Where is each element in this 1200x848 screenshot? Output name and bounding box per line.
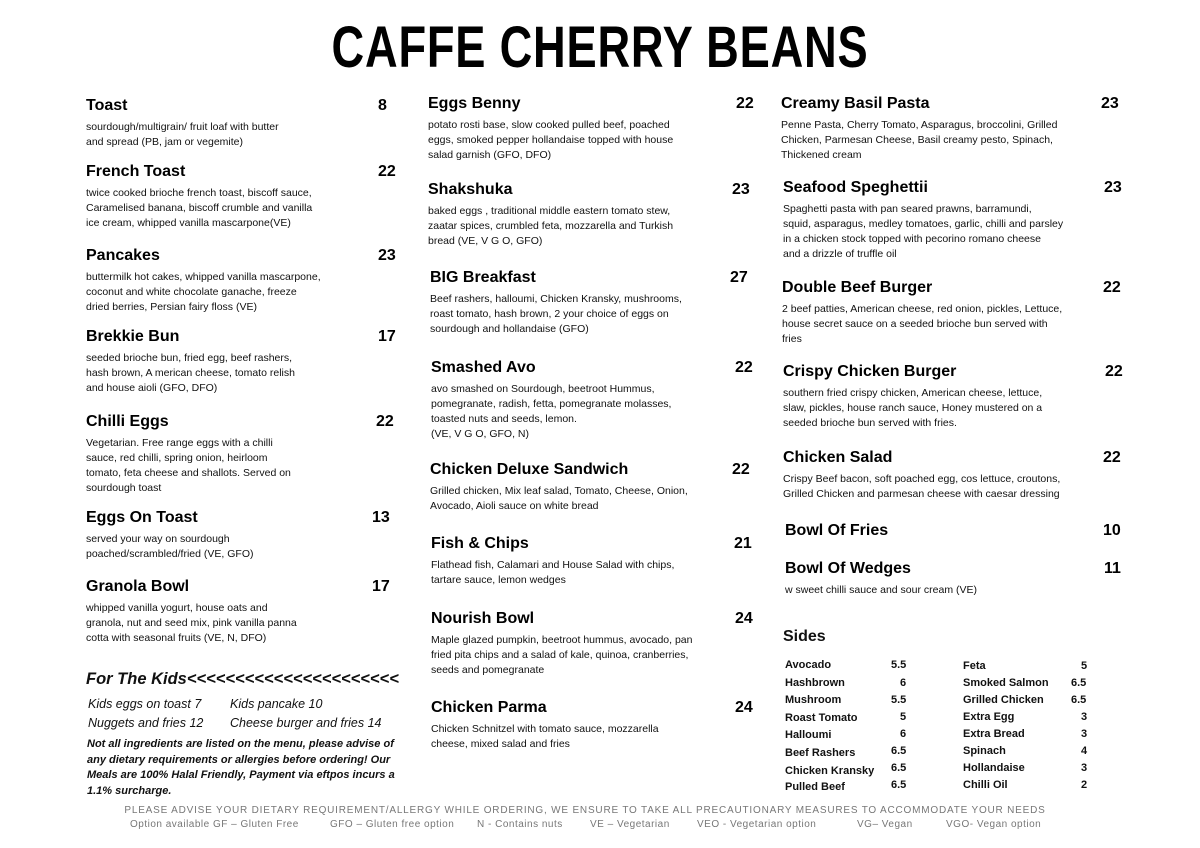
- menu-item: [431, 610, 761, 678]
- item-description: Penne Pasta, Cherry Tomato, Asparagus, broccolini, Grilled Chicken, Parmesan Cheese, Basil creamy pesto, Spinach, Thickened cream: [781, 119, 1058, 161]
- kids-item: Kids eggs on toast 7: [88, 697, 202, 711]
- side-item: Grilled Chicken: [963, 694, 1044, 706]
- side-item: Extra Egg: [963, 711, 1015, 723]
- item-description: Flathead fish, Calamari and House Salad with chips, tartare sauce, lemon wedges: [431, 559, 675, 586]
- item-price: 22: [1103, 449, 1121, 466]
- item-name: Double Beef Burger: [782, 279, 933, 296]
- item-name: Eggs On Toast: [86, 509, 198, 526]
- item-name: Chicken Salad: [783, 449, 893, 466]
- side-price: 6: [900, 728, 907, 740]
- side-item: Mushroom: [785, 694, 842, 706]
- menu-item: [86, 247, 396, 315]
- item-price: 11: [1104, 560, 1121, 577]
- sides-title: Sides: [783, 628, 826, 645]
- menu-item: [430, 269, 760, 337]
- side-price: 6.5: [1071, 694, 1087, 706]
- menu-item: [783, 179, 1128, 262]
- footer-advise: PLEASE ADVISE YOUR DIETARY REQUIREMENT/ALLERGY WHILE ORDERING, WE ENSURE TO TAKE ALL PRECAUTIONARY MEASURES TO ACCOMMODATE YOUR NEEDS: [124, 805, 1046, 816]
- side-price: 5.5: [891, 659, 907, 671]
- item-name: Pancakes: [86, 247, 160, 264]
- side-item: Feta: [963, 660, 986, 672]
- item-description: Crispy Beef bacon, soft poached egg, cos lettuce, croutons, Grilled Chicken and parmesan cheese with caesar dressing: [783, 473, 1061, 500]
- side-item: Spinach: [963, 745, 1006, 757]
- item-description: Beef rashers, halloumi, Chicken Kransky, mushrooms, roast tomato, hash brown, 2 your choice of eggs on sourdough and hollandaise (GFO): [430, 293, 682, 335]
- item-description: buttermilk hot cakes, whipped vanilla mascarpone, coconut and white chocolate ganache, freeze dried berries, Persian fairy floss (VE): [86, 271, 321, 313]
- item-description: whipped vanilla yogurt, house oats and granola, nut and seed mix, pink vanilla panna cotta with seasonal fruits (VE, N, DFO): [86, 602, 297, 644]
- menu-item: [782, 279, 1127, 347]
- item-name: Nourish Bowl: [431, 610, 535, 627]
- side-price: 6: [900, 677, 907, 689]
- menu-item: [783, 449, 1128, 502]
- item-description: seeded brioche bun, fried egg, beef rashers, hash brown, A merican cheese, tomato relish and house aioli (GFO, DFO): [86, 352, 295, 394]
- item-price: 17: [372, 578, 390, 595]
- item-description: w sweet chilli sauce and sour cream (VE): [785, 584, 977, 596]
- side-price: 5.5: [891, 694, 907, 706]
- menu-item: [783, 363, 1128, 431]
- menu-item: [86, 97, 396, 150]
- menu-item: [86, 413, 396, 496]
- menu-item: [86, 509, 396, 562]
- kids-item: Cheese burger and fries 14: [230, 716, 382, 730]
- item-description: Vegetarian. Free range eggs with a chilli sauce, red chilli, spring onion, heirloom tomato, feta cheese and shallots. Served on sourdough toast: [86, 437, 291, 494]
- side-price: 6.5: [1071, 677, 1087, 689]
- item-price: 23: [1104, 179, 1122, 196]
- item-description: baked eggs , traditional middle eastern tomato stew, zaatar spices, crumbled feta, mozzarella and Turkish bread (VE, V G O, GFO): [428, 205, 674, 247]
- side-price: 6.5: [891, 762, 907, 774]
- allergy-note: Not all ingredients are listed on the menu, please advise of any dietary requirements or allergies before ordering! Our Meals are 100% Halal Friendly, Payment via eftpos incurs a 1.1% surcharge.: [87, 738, 395, 797]
- side-price: 3: [1081, 762, 1088, 774]
- side-price: 5: [900, 711, 907, 723]
- item-price: 17: [378, 328, 396, 345]
- item-name: Smashed Avo: [431, 359, 536, 376]
- item-description: sourdough/multigrain/ fruit loaf with butter and spread (PB, jam or vegemite): [86, 121, 279, 148]
- menu-item: [86, 578, 396, 646]
- item-price: 24: [735, 699, 753, 716]
- item-price: 10: [1103, 522, 1121, 539]
- menu-item: [431, 699, 761, 752]
- legend-item: VG– Vegan: [857, 819, 913, 830]
- side-item: Avocado: [785, 659, 832, 671]
- side-item: Hashbrown: [785, 677, 845, 689]
- menu-item: [785, 560, 1130, 598]
- item-price: 8: [378, 97, 387, 114]
- item-price: 22: [376, 413, 394, 430]
- side-price: 6.5: [891, 745, 907, 757]
- menu-item: [431, 359, 761, 442]
- side-item: Hollandaise: [963, 762, 1025, 774]
- item-description: avo smashed on Sourdough, beetroot Hummus, pomegranate, radish, fetta, pomegranate molasses, toasted nuts and seeds, lemon. (VE, V G O, GFO, N): [431, 383, 672, 440]
- side-item: Beef Rashers: [785, 747, 856, 759]
- menu-item: [431, 535, 761, 588]
- side-item: Extra Bread: [963, 728, 1025, 740]
- item-description: southern fried crispy chicken, American cheese, lettuce, slaw, pickles, house ranch sauce, Honey mustered on a seeded brioche bun served with fries.: [783, 387, 1043, 429]
- item-name: Seafood Speghettii: [783, 179, 928, 196]
- item-name: Brekkie Bun: [86, 328, 180, 345]
- item-price: 24: [735, 610, 753, 627]
- menu-item: [781, 95, 1126, 163]
- item-price: 22: [378, 163, 396, 180]
- side-item: Pulled Beef: [785, 781, 845, 793]
- side-price: 5: [1081, 660, 1088, 672]
- item-price: 22: [1105, 363, 1123, 380]
- item-description: served your way on sourdough poached/scrambled/fried (VE, GFO): [86, 533, 254, 560]
- item-name: Crispy Chicken Burger: [783, 363, 957, 380]
- item-name: Creamy Basil Pasta: [781, 95, 930, 112]
- menu-item: [785, 522, 1130, 540]
- item-description: Chicken Schnitzel with tomato sauce, mozzarella cheese, mixed salad and fries: [431, 723, 659, 750]
- side-item: Smoked Salmon: [963, 677, 1049, 689]
- side-price: 3: [1081, 711, 1088, 723]
- kids-title: For The Kids<<<<<<<<<<<<<<<<<<<<<<: [86, 670, 399, 688]
- item-price: 22: [736, 95, 754, 112]
- side-price: 3: [1081, 728, 1088, 740]
- item-price: 22: [1103, 279, 1121, 296]
- item-name: Chicken Parma: [431, 699, 547, 716]
- menu-item: [430, 461, 760, 514]
- item-name: Bowl Of Wedges: [785, 560, 911, 577]
- item-description: twice cooked brioche french toast, biscoff sauce, Caramelised banana, biscoff crumble and vanilla ice cream, whipped vanilla mascarpone(VE): [86, 187, 313, 229]
- item-price: 21: [734, 535, 752, 552]
- legend-item: N - Contains nuts: [477, 819, 563, 830]
- menu-item: [86, 328, 396, 396]
- item-name: Fish & Chips: [431, 535, 529, 552]
- side-price: 6.5: [891, 779, 907, 791]
- item-name: Shakshuka: [428, 181, 513, 198]
- kids-item: Nuggets and fries 12: [88, 716, 204, 730]
- item-description: Grilled chicken, Mix leaf salad, Tomato, Cheese, Onion, Avocado, Aioli sauce on white bread: [430, 485, 688, 512]
- item-price: 27: [730, 269, 748, 286]
- item-name: Eggs Benny: [428, 95, 521, 112]
- legend-item: VEO - Vegetarian option: [697, 819, 817, 830]
- item-name: Chilli Eggs: [86, 413, 169, 430]
- side-item: Chilli Oil: [963, 779, 1008, 791]
- item-name: Granola Bowl: [86, 578, 190, 595]
- item-price: 23: [732, 181, 750, 198]
- item-name: French Toast: [86, 163, 186, 180]
- item-description: 2 beef patties, American cheese, red onion, pickles, Lettuce, house secret sauce on a seeded brioche bun served with fries: [782, 303, 1063, 345]
- item-price: 23: [378, 247, 396, 264]
- legend-item: VGO- Vegan option: [946, 819, 1042, 830]
- side-item: Chicken Kransky: [785, 765, 875, 777]
- legend-item: VE – Vegetarian: [590, 819, 670, 830]
- item-price: 13: [372, 509, 390, 526]
- item-price: 22: [732, 461, 750, 478]
- item-name: Toast: [86, 97, 128, 114]
- side-price: 2: [1081, 779, 1088, 791]
- side-price: 4: [1081, 745, 1088, 757]
- item-name: Chicken Deluxe Sandwich: [430, 461, 629, 478]
- item-description: Spaghetti pasta with pan seared prawns, barramundi, squid, asparagus, medley tomatoes, garlic, chilli and parsley in a chicken stock topped with pecorino romano cheese and a drizzle of truffle oil: [783, 203, 1064, 260]
- item-name: Bowl Of Fries: [785, 522, 889, 539]
- legend-item: GFO – Gluten free option: [330, 819, 455, 830]
- side-item: Roast Tomato: [785, 712, 858, 724]
- item-description: Maple glazed pumpkin, beetroot hummus, avocado, pan fried pita chips and a salad of kale, quinoa, cranberries, seeds and pomegranate: [431, 634, 693, 676]
- item-price: 23: [1101, 95, 1119, 112]
- kids-item: Kids pancake 10: [230, 697, 323, 711]
- item-name: BIG Breakfast: [430, 269, 536, 286]
- side-item: Halloumi: [785, 729, 832, 741]
- menu-item: [428, 181, 758, 249]
- legend-item: Option available GF – Gluten Free: [130, 819, 299, 830]
- item-description: potato rosti base, slow cooked pulled beef, poached eggs, smoked pepper hollandaise topped with house salad garnish (GFO, DFO): [428, 119, 674, 161]
- menu-title: CAFFE CHERRY BEANS: [331, 15, 869, 80]
- menu-item: [86, 163, 396, 231]
- item-price: 22: [735, 359, 753, 376]
- menu-item: [428, 95, 758, 163]
